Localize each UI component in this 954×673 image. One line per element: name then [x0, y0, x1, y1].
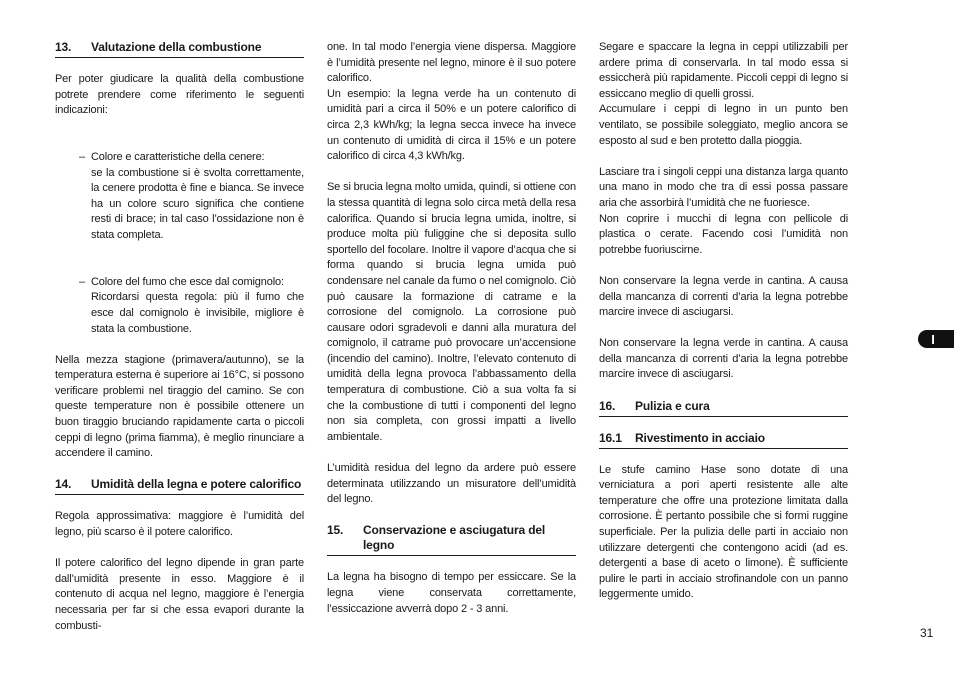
paragraph: La legna ha bisogno di tempo per essiccare. Se la legna viene conservata correttamente, l’essiccazione avverrà dopo 2 - 3 anni. [327, 571, 576, 615]
column-3 [599, 40, 848, 603]
dash-icon: – [79, 150, 85, 163]
dash-icon: – [79, 275, 85, 288]
paragraph: Un esempio: la legna verde ha un contenuto di umidità pari a circa il 50% e un potere calorifico di circa 2,3 kWh/kg; la legna secca invece ha invece un contenuto di umidità di circa il 15% e un potere calorifico di circa 4,3 kWh/kg. [327, 87, 576, 163]
paragraph: Se si brucia legna molto umida, quindi, si ottiene con la stessa quantità di legna solo circa metà della resa calorifica. Quando si brucia legna umida, inoltre, si produce molta più fuliggine che si deposita sullo sportello del focolare. Inoltre il vapore d’acqua che si forma quando si brucia legna umida può condensare nel canale da fumo o nel comignolo. Ciò può causare la formazione di catrame e la corrosione del comignolo. La corrosione può causare odori sgradevoli e danni alla muratura del comignolo, il catrame può provocare un’accensione (incendio del camino). Inoltre, l’elevato contenuto di umidità della legna provoca l’abbassamento della temperatura di combustione. Ciò a sua volta fa si che la combustione di tutti i componenti del legno non sia completa, con grossi impatti a livello ambientale. [327, 181, 576, 443]
paragraph: Regola approssimativa: maggiore è l’umidità del legno, più scarso è il potere calorifico. [55, 510, 304, 539]
section-title: Valutazione della combustione [91, 40, 262, 54]
section-number: 16.1 [599, 430, 622, 445]
paragraph: Lasciare tra i singoli ceppi una distanza larga quanto una mano in modo che tra di essi possa passare aria che assorbirà l’umidità che ne fuoriesce. [599, 165, 848, 209]
section-16-heading [599, 399, 848, 417]
bullet-title: Colore e caratteristiche della cenere: [91, 150, 265, 163]
section-number: 13. [55, 40, 72, 54]
language-tab-label: I [931, 331, 935, 347]
paragraph: Nella mezza stagione (primavera/autunno), se la temperatura esterna è superiore ai 16°C, si possono verificare problemi nel tiraggio del camino. Se con queste temperature non è possibile ottenere un buon tiraggio bruciando rapidamente carta o piccoli ceppi di legno (prima fiamma), è meglio rinunciare a accendere il camino. [55, 353, 304, 460]
paragraph: Il potere calorifico del legno dipende in gran parte dall’umidità presente in esso. Maggiore è il contenuto di acqua nel legno, maggiore è l’energia necessaria per far si che essa evapori durante la combusti- [55, 557, 304, 632]
column-2 [327, 40, 576, 617]
paragraph: Accumulare i ceppi di legno in un punto ben ventilato, se possibile soleggiato, meglio ancora se esposto al sud e ben protetto dalla pioggia. [599, 103, 848, 147]
bullet-item-smoke [79, 275, 304, 337]
bullet-title: Colore del fumo che esce dal comignolo: [91, 275, 284, 288]
section-14-heading [55, 477, 304, 495]
section-title: Umidità della legna e potere calorifico [91, 477, 302, 492]
section-number: 15. [327, 523, 344, 538]
section-title: Conservazione e asciugatura del legno [363, 523, 546, 553]
section-title: Pulizia e cura [635, 398, 710, 413]
paragraph: L’umidità residua del legno da ardere può essere determinata utilizzando un misuratore dell’umidità del legno. [327, 462, 576, 506]
bullet-item-ash [79, 150, 304, 244]
page-number: 31 [920, 626, 934, 640]
column-1 [55, 40, 304, 634]
section-16-1-heading [599, 431, 848, 449]
bullet-text: Ricordarsi questa regola: più il fumo che esce dal comignolo è invisibile, migliore è stata la combustione. [91, 291, 304, 335]
paragraph: Non conservare la legna verde in cantina. A causa della mancanza di correnti d’aria la legna potrebbe marcire invece di asciugarsi. [599, 274, 848, 319]
section-number: 14. [55, 477, 72, 492]
paragraph: Segare e spaccare la legna in ceppi utilizzabili per ardere prima di conservarla. In tal modo essa si essiccherà più rapidamente. Piccoli ceppi di legno si essiccano meglio di quelli grossi. [599, 41, 848, 100]
section-13-heading [55, 40, 304, 58]
bullet-text: se la combustione si è svolta correttamente, la cenere prodotta è fine e bianca. Se invece ha un colore scuro significa che contiene resti di brace; in tal caso l’ossidazione non è stata completa. [91, 166, 304, 241]
paragraph: one. In tal modo l’energia viene dispersa. Maggiore è l’umidità presente nel legno, minore è il suo potere calorifico. [327, 41, 576, 85]
section-number: 16. [599, 398, 616, 413]
section-title: Rivestimento in acciaio [635, 430, 765, 445]
paragraph: Le stufe camino Hase sono dotate di una verniciatura a pori aperti resistente alle alte temperature che offre una protezione limitata dalla corrosione. È pertanto possibile che si formi ruggine superficiale. Per la pulizia delle parti in acciaio non utilizzare detergenti che contengono acidi (ad es. detergenti a base di aceto o limone). È sufficiente pulire le parti in acciaio strofinandole con un panno leggermente umido. [599, 463, 848, 601]
language-tab [918, 330, 954, 348]
paragraph: Non coprire i mucchi di legna con pellicole di plastica o cerate. Facendo cosi l’umidità non potrebbe fuoriuscirne. [599, 212, 848, 256]
paragraph: Per poter giudicare la qualità della combustione potrete prendere come riferimento le seguenti indicazioni: [55, 73, 304, 117]
section-15-heading [327, 523, 576, 556]
paragraph: Non conservare la legna verde in cantina. A causa della mancanza di correnti d’aria la legna potrebbe marcire invece di asciugarsi. [599, 337, 848, 381]
